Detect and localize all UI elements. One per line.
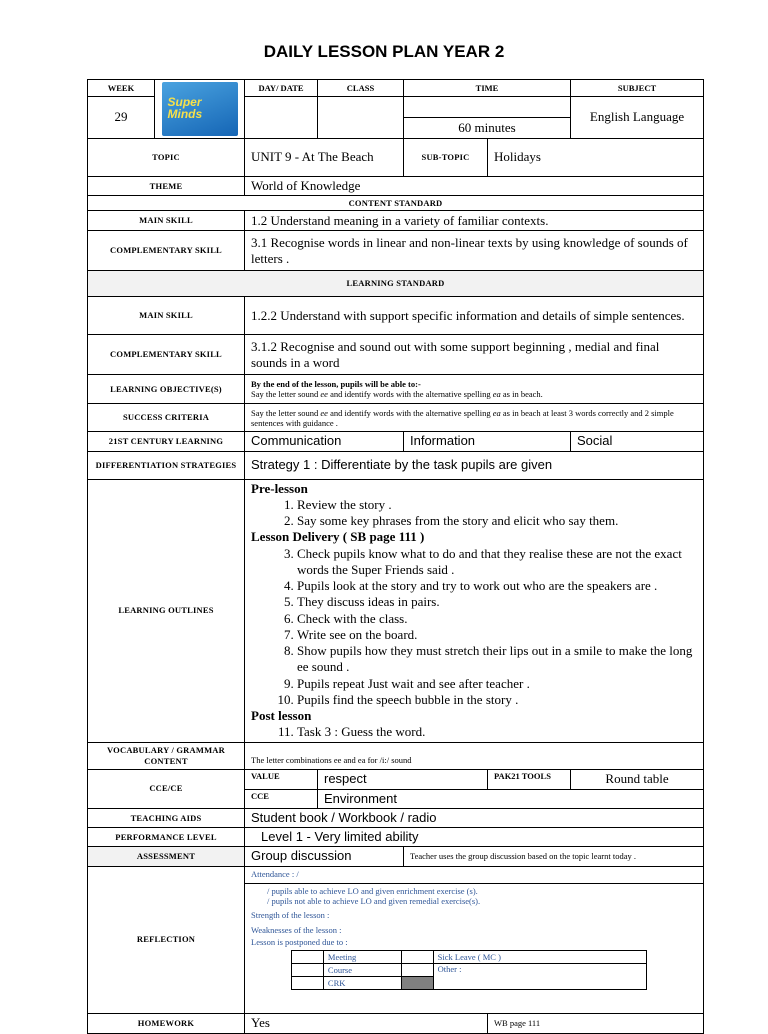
assessment-note: Teacher uses the group discussion based on the topic learnt today . xyxy=(404,847,704,866)
subject-value: English Language xyxy=(571,97,704,139)
attendance-line: Attendance : / xyxy=(245,867,703,884)
cs-comp-skill-label: COMPLEMENTARY SKILL xyxy=(88,231,245,271)
theme-value: World of Knowledge xyxy=(245,177,704,196)
vocabulary-value: The letter combinations ee and ea for /i:/ sound xyxy=(245,742,704,769)
cs-main-skill-label: MAIN SKILL xyxy=(88,211,245,231)
time-label: TIME xyxy=(404,80,571,97)
day-date-label: DAY/ DATE xyxy=(245,80,318,97)
century-information: Information xyxy=(404,432,571,451)
cs-main-skill-value: 1.2 Understand meaning in a variety of familiar contexts. xyxy=(245,211,704,231)
century-communication: Communication xyxy=(245,432,404,451)
crk-label: CRK xyxy=(323,977,401,990)
ls-comp-skill-label: COMPLEMENTARY SKILL xyxy=(88,335,245,375)
success-criteria-value xyxy=(245,404,704,432)
list-item: 8. Show pupils how they must stretch their lips out in a smile to make the long ee sound . xyxy=(297,643,697,676)
objectives-intro: By the end of the lesson, pupils will be able to:- xyxy=(251,379,421,390)
sick-check xyxy=(401,951,433,964)
cce-label: CCE xyxy=(245,789,318,808)
pak21-value: Round table xyxy=(571,769,704,789)
list-item: 5. They discuss ideas in pairs. xyxy=(297,594,697,610)
objectives-text-a: Say the letter sound xyxy=(251,389,321,400)
day-date-value xyxy=(245,97,318,139)
cce-ce-label: CCE/CE xyxy=(88,769,245,808)
list-item: 10. Pupils find the speech bubble in the story . xyxy=(297,692,697,708)
time-blank xyxy=(404,97,571,118)
topic-label: TOPIC xyxy=(88,139,245,177)
class-label: CLASS xyxy=(318,80,404,97)
meeting-label: Meeting xyxy=(323,951,401,964)
learning-outlines-label: LEARNING OUTLINES xyxy=(88,479,245,742)
content-standard-heading: CONTENT STANDARD xyxy=(88,196,704,211)
class-value xyxy=(318,97,404,139)
list-item: 2. Say some key phrases from the story and elicit who say them. xyxy=(297,513,697,529)
theme-label: THEME xyxy=(88,177,245,196)
success-text-c: as in beach at least 3 words correctly and 2 simple sentences with guidance . xyxy=(251,407,674,428)
success-text-b: and identify words with the alternative spelling xyxy=(327,407,493,418)
reflection-line-remedial: / pupils not able to achieve LO and given remedial exercise(s). xyxy=(267,895,481,906)
reflection-line-enrichment: / pupils able to achieve LO and given enrichment exercise (s). xyxy=(267,885,478,896)
list-item: 4. Pupils look at the story and try to work out who are the speakers are . xyxy=(297,578,697,594)
reflection-strength: Strength of the lesson : xyxy=(251,909,330,920)
value-label: VALUE xyxy=(245,769,318,789)
homework-value: Yes xyxy=(245,1013,488,1033)
century-social: Social xyxy=(571,432,704,451)
week-label: WEEK xyxy=(88,80,155,97)
century-label: 21ST CENTURY LEARNING xyxy=(88,432,245,451)
sub-topic-value: Holidays xyxy=(488,139,704,177)
post-lesson-heading: Post lesson xyxy=(251,708,312,723)
other-check xyxy=(401,964,433,977)
learning-outlines-value xyxy=(245,479,704,742)
objectives-ea: ea xyxy=(492,389,501,400)
lesson-plan-table xyxy=(87,79,704,1034)
objectives-label: LEARNING OBJECTIVE(S) xyxy=(88,375,245,404)
cs-comp-skill-value: 3.1 Recognise words in linear and non-linear texts by using knowledge of sounds of letters . xyxy=(245,231,704,271)
reflection-label: REFLECTION xyxy=(88,866,245,1013)
homework-note: WB page 111 xyxy=(488,1013,704,1033)
lesson-delivery-heading: Lesson Delivery ( SB page 111 ) xyxy=(251,529,425,545)
success-ee: ee xyxy=(320,407,328,418)
teaching-aids-value: Student book / Workbook / radio xyxy=(245,808,704,827)
objectives-value xyxy=(245,375,704,404)
page-title: DAILY LESSON PLAN YEAR 2 xyxy=(263,42,505,61)
pre-lesson-heading: Pre-lesson xyxy=(251,480,308,496)
objectives-text-c: as in beach. xyxy=(500,389,543,400)
subject-label: SUBJECT xyxy=(571,80,704,97)
list-item: 6. Check with the class. xyxy=(297,611,697,627)
list-item: 9. Pupils repeat Just wait and see after teacher . xyxy=(297,676,697,692)
assessment-label: ASSESSMENT xyxy=(88,847,245,866)
sick-leave-label: Sick Leave ( MC ) xyxy=(433,951,646,964)
week-value: 29 xyxy=(88,97,155,139)
delivery-steps xyxy=(251,546,697,709)
ls-comp-skill-value: 3.1.2 Recognise and sound out with some support beginning , medial and final sounds in a word xyxy=(245,335,704,375)
logo-cell xyxy=(155,80,245,139)
course-label: Course xyxy=(323,964,401,977)
list-item: 3. Check pupils know what to do and that they realise these are not the exact words the Super Friends said . xyxy=(297,546,697,579)
objectives-text-b: and identify words with the alternative spelling xyxy=(327,389,493,400)
ls-main-skill-value: 1.2.2 Understand with support specific information and details of simple sentences. xyxy=(245,297,704,335)
time-value: 60 minutes xyxy=(404,118,571,139)
success-ea: ea xyxy=(492,407,501,418)
topic-value: UNIT 9 - At The Beach xyxy=(245,139,404,177)
cce-value: Environment xyxy=(318,789,704,808)
postponed-reasons-table xyxy=(291,950,647,990)
course-check xyxy=(292,964,324,977)
objectives-ee: ee xyxy=(320,389,328,400)
success-criteria-label: SUCCESS CRITERIA xyxy=(88,404,245,432)
reflection-postponed: Lesson is postponed due to : xyxy=(251,937,348,948)
meeting-check xyxy=(292,951,324,964)
sub-topic-label: SUB-TOPIC xyxy=(404,139,488,177)
performance-level-label: PERFORMANCE LEVEL xyxy=(88,828,245,847)
pre-lesson-steps xyxy=(251,497,697,530)
other-label: Other : xyxy=(433,964,646,990)
differentiation-value: Strategy 1 : Differentiate by the task pupils are given xyxy=(245,451,704,479)
post-lesson-steps xyxy=(251,724,697,740)
vocabulary-label: VOCABULARY / GRAMMAR CONTENT xyxy=(88,742,245,769)
assessment-value: Group discussion xyxy=(245,847,404,866)
crk-check xyxy=(292,977,324,990)
logo-text: Super Minds xyxy=(167,95,203,121)
reflection-weakness: Weaknesses of the lesson : xyxy=(251,925,342,936)
teaching-aids-label: TEACHING AIDS xyxy=(88,808,245,827)
ls-main-skill-label: MAIN SKILL xyxy=(88,297,245,335)
list-item: 1. Review the story . xyxy=(297,497,697,513)
list-item: 11. Task 3 : Guess the word. xyxy=(297,724,697,740)
value-value: respect xyxy=(318,769,488,789)
learning-standard-heading: LEARNING STANDARD xyxy=(88,271,704,297)
pak21-label: PAK21 TOOLS xyxy=(488,769,571,789)
homework-label: HOMEWORK xyxy=(88,1013,245,1033)
list-item: 7. Write see on the board. xyxy=(297,627,697,643)
shaded-cell xyxy=(401,977,433,990)
differentiation-label: DIFFERENTIATION STRATEGIES xyxy=(88,451,245,479)
super-minds-logo xyxy=(162,82,238,136)
performance-level-value: Level 1 - Very limited ability xyxy=(245,828,704,847)
reflection-value xyxy=(245,866,704,1013)
success-text-a: Say the letter sound xyxy=(251,407,321,418)
